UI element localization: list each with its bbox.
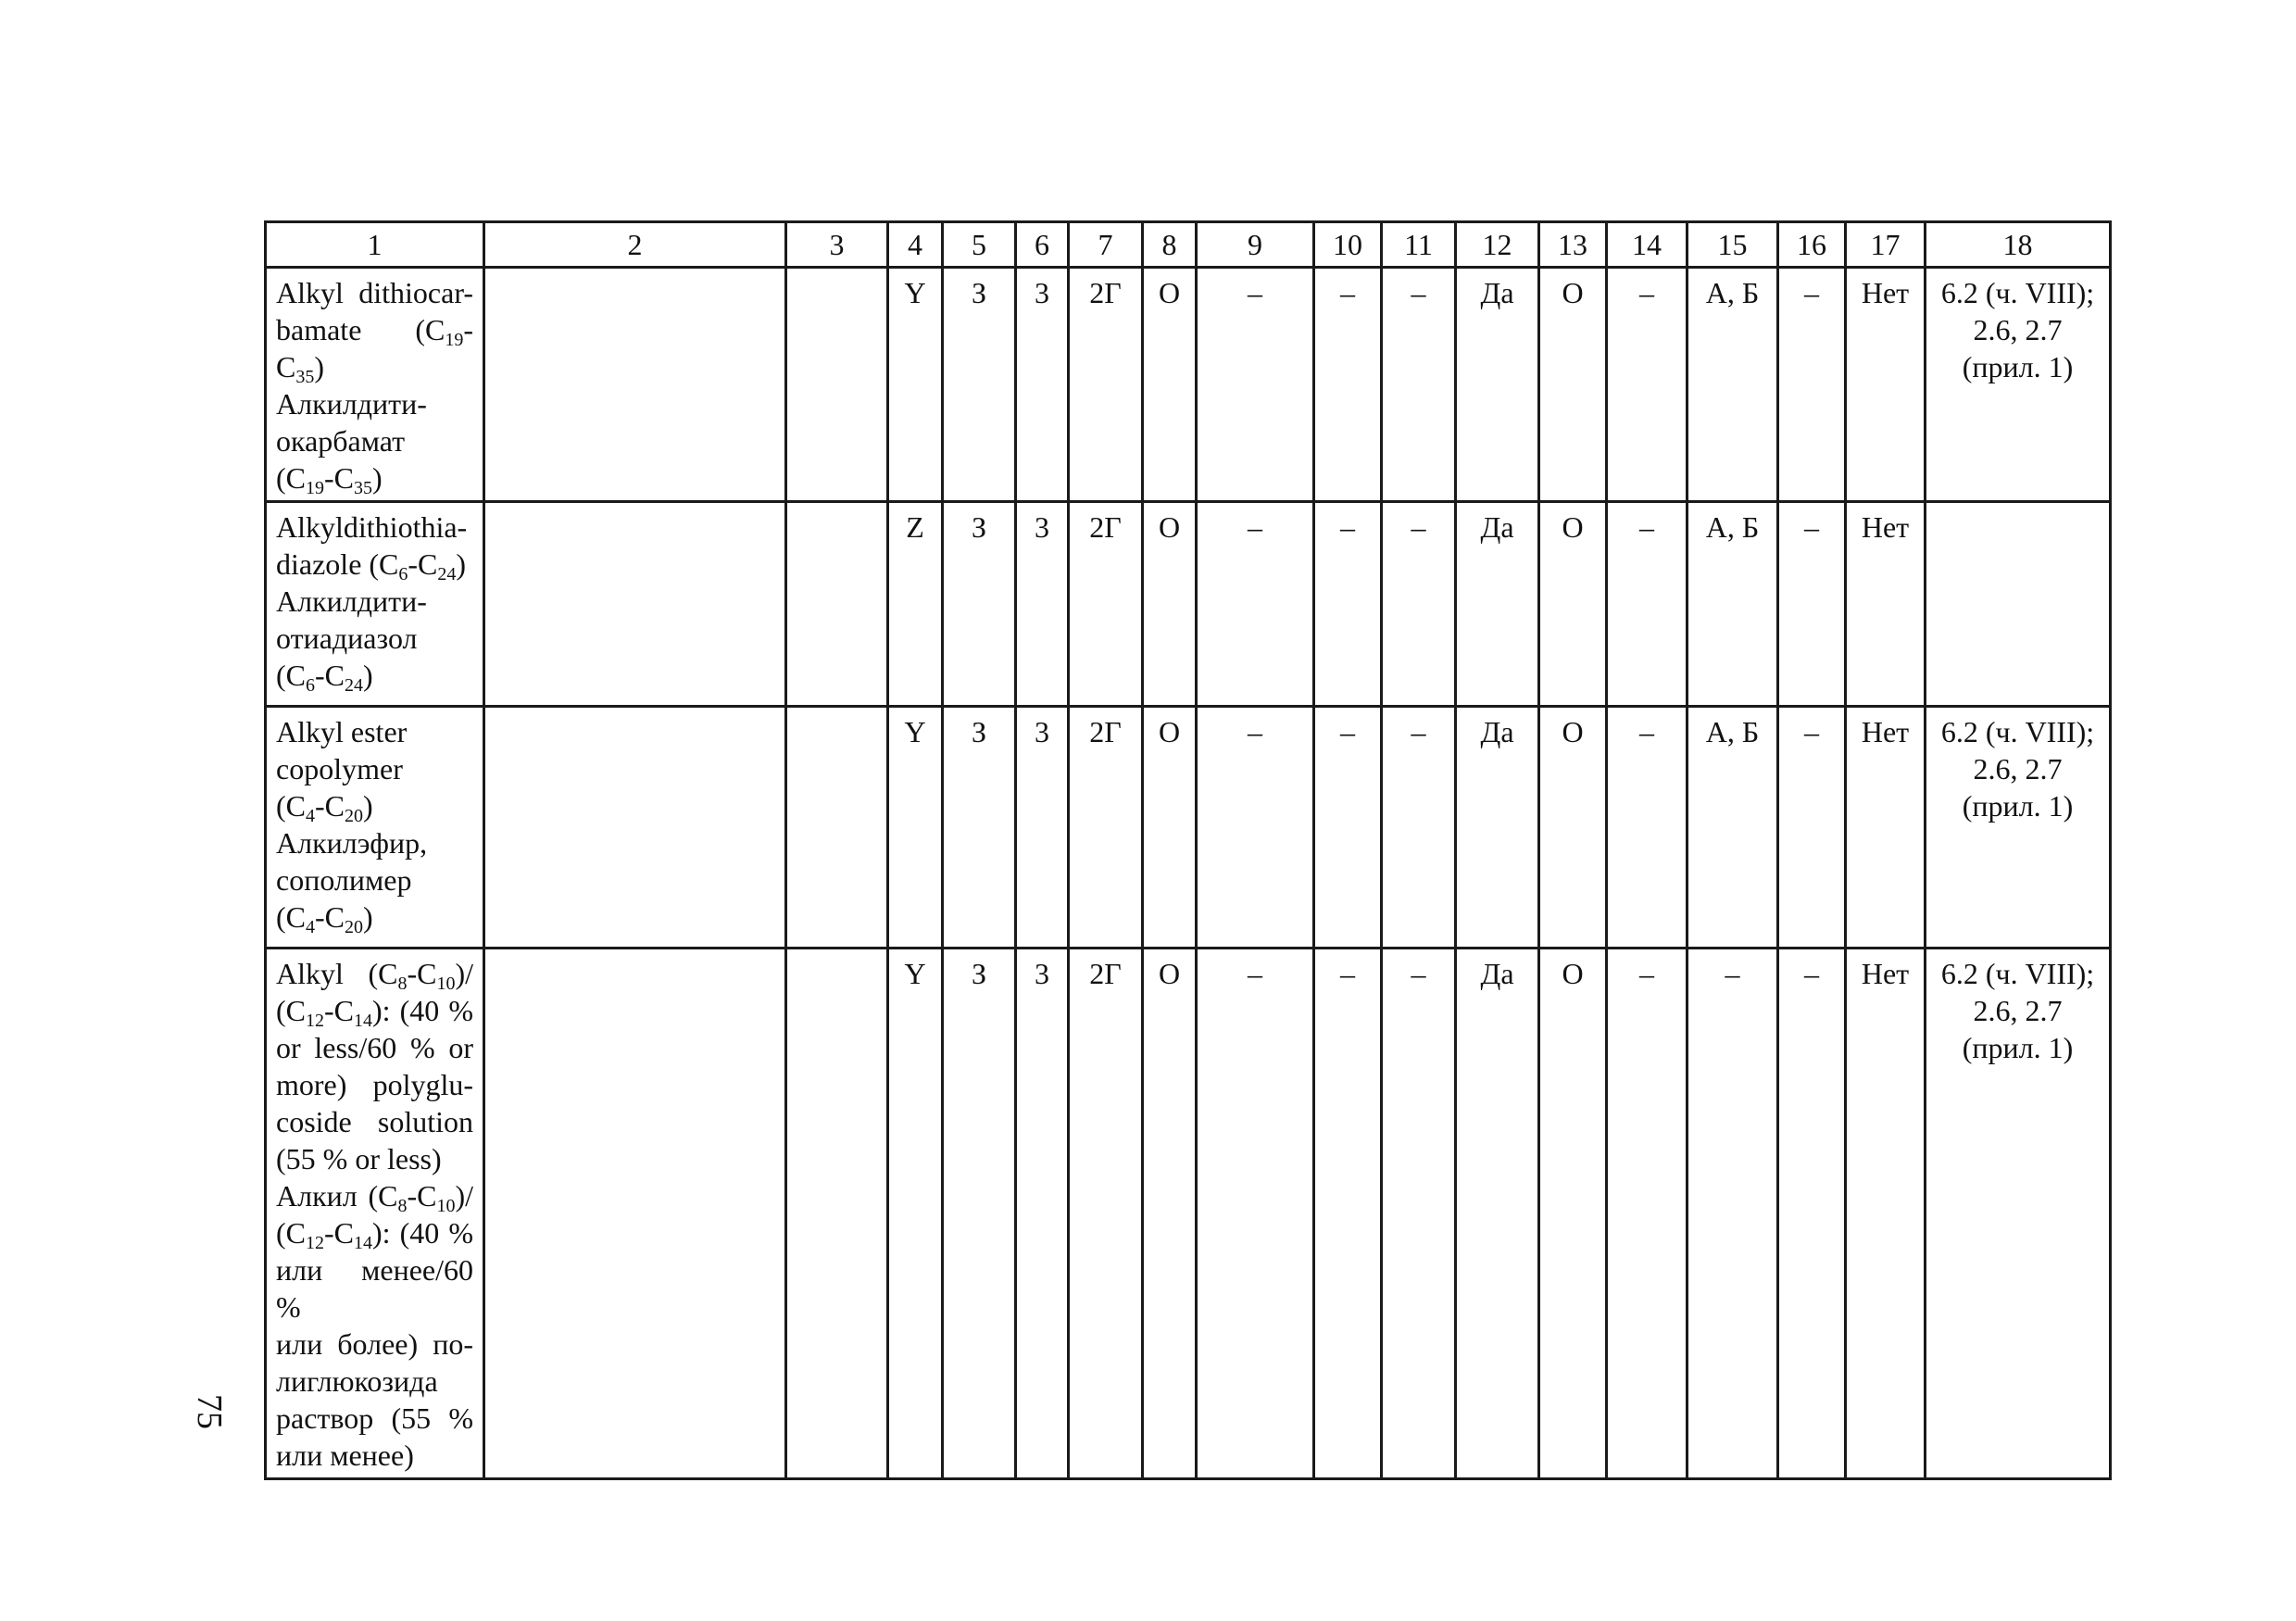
name-text: окарбамат <box>276 424 406 458</box>
subscript: 19 <box>306 478 324 498</box>
name-text: Алкилдити- <box>276 387 427 421</box>
table-cell: Да <box>1456 268 1539 502</box>
column-header: 5 <box>943 222 1016 268</box>
substance-name-line <box>276 1214 473 1251</box>
name-text: diazole (C <box>276 547 399 581</box>
substance-name-line <box>276 1066 473 1103</box>
subscript: 14 <box>354 1011 372 1031</box>
name-text: -C <box>407 1179 437 1213</box>
subscript: 8 <box>397 974 408 994</box>
substance-name-line <box>276 583 473 620</box>
table-cell: А, Б <box>1687 502 1778 707</box>
substance-name-line <box>276 1140 473 1177</box>
table-cell <box>484 268 786 502</box>
column-header: 10 <box>1314 222 1382 268</box>
table-cell: Y <box>888 707 943 949</box>
table-cell: Z <box>888 502 943 707</box>
table-cell: Нет <box>1846 268 1926 502</box>
table-cell: – <box>1382 949 1456 1479</box>
substance-name-cell <box>266 707 484 949</box>
name-text: или менее) <box>276 1439 414 1472</box>
substance-name-cell <box>266 502 484 707</box>
table-cell: – <box>1197 707 1314 949</box>
subscript: 20 <box>345 806 363 826</box>
name-text: сополимер <box>276 863 412 897</box>
table-cell: З <box>943 949 1016 1479</box>
table-cell: – <box>1197 949 1314 1479</box>
substance-table <box>264 220 2112 1480</box>
table-cell: Да <box>1456 707 1539 949</box>
subscript: 10 <box>436 974 456 994</box>
subscript: 12 <box>306 1011 324 1031</box>
name-text: -C <box>276 313 473 383</box>
substance-name-line <box>276 824 473 861</box>
name-text: (C <box>276 659 306 692</box>
column-header: 6 <box>1016 222 1069 268</box>
substance-name-line <box>276 657 473 694</box>
column-header: 15 <box>1687 222 1778 268</box>
table-cell: – <box>1607 268 1687 502</box>
name-text: Alkyl ester <box>276 715 408 748</box>
table-cell: О <box>1143 707 1197 949</box>
subscript: 12 <box>306 1233 324 1253</box>
column-header: 11 <box>1382 222 1456 268</box>
name-text: ) <box>363 789 373 823</box>
table-cell: – <box>1314 949 1382 1479</box>
table-cell: – <box>1382 268 1456 502</box>
table-row <box>266 268 2111 502</box>
substance-name-line <box>276 713 473 750</box>
table-cell: 3 <box>1016 949 1069 1479</box>
column-header: 18 <box>1926 222 2111 268</box>
table-cell: – <box>1382 502 1456 707</box>
table-row <box>266 949 2111 1479</box>
table-cell: З <box>943 268 1016 502</box>
table-cell: – <box>1607 707 1687 949</box>
name-text: (55 % or less) <box>276 1142 442 1175</box>
subscript: 6 <box>398 564 408 584</box>
reference-line: 2.6, 2.7 <box>1973 752 2063 785</box>
table-cell: Нет <box>1846 949 1926 1479</box>
table-cell: О <box>1143 502 1197 707</box>
name-text: (C <box>276 789 306 823</box>
subscript: 10 <box>436 1196 456 1216</box>
table-cell: – <box>1687 949 1778 1479</box>
table-row <box>266 707 2111 949</box>
table-cell: – <box>1197 502 1314 707</box>
reference-line: 2.6, 2.7 <box>1973 313 2063 346</box>
column-header: 12 <box>1456 222 1539 268</box>
table-cell: 2Г <box>1069 502 1143 707</box>
table-cell: 2Г <box>1069 707 1143 949</box>
table-cell: 3 <box>1016 268 1069 502</box>
name-text: (C <box>276 1216 306 1250</box>
substance-name-line <box>276 1400 473 1437</box>
name-text: ) <box>363 659 373 692</box>
substance-name-line <box>276 861 473 898</box>
name-text: Alkyl dithiocar- <box>276 276 473 309</box>
substance-name-line <box>276 1103 473 1140</box>
table-cell: Нет <box>1846 502 1926 707</box>
name-text: ) <box>456 547 467 581</box>
name-text: -C <box>324 1216 354 1250</box>
name-text: (C <box>276 900 306 934</box>
name-text: (C <box>276 461 306 495</box>
name-text: -C <box>324 994 354 1027</box>
name-text: лиглюкозида <box>276 1364 438 1398</box>
name-text: -C <box>315 659 345 692</box>
name-text: ) <box>314 350 324 383</box>
substance-name-line <box>276 620 473 657</box>
name-text: (C <box>276 994 306 1027</box>
substance-name-line <box>276 898 473 936</box>
name-text: Алкилдити- <box>276 584 427 618</box>
column-header: 9 <box>1197 222 1314 268</box>
substance-name-line <box>276 787 473 824</box>
table-cell: О <box>1143 268 1197 502</box>
name-text: more) polyglu- <box>276 1068 473 1101</box>
table-cell: А, Б <box>1687 707 1778 949</box>
reference-line: (прил. 1) <box>1962 789 2074 823</box>
table-cell: Y <box>888 268 943 502</box>
name-text: Alkyldithiothia- <box>276 510 468 544</box>
subscript: 6 <box>306 675 315 696</box>
name-text: coside solution <box>276 1105 473 1138</box>
subscript: 20 <box>345 917 363 937</box>
table-cell: – <box>1778 268 1846 502</box>
table-cell: – <box>1314 268 1382 502</box>
substance-name-line <box>276 992 473 1029</box>
table-cell: – <box>1607 949 1687 1479</box>
table-cell <box>786 502 888 707</box>
subscript: 35 <box>354 478 372 498</box>
name-text: -C <box>408 547 438 581</box>
table-row <box>266 502 2111 707</box>
substance-name-line <box>276 459 473 496</box>
column-header: 16 <box>1778 222 1846 268</box>
name-text: ): (40 % <box>372 1216 473 1250</box>
table-cell: О <box>1539 502 1607 707</box>
reference-line: 6.2 (ч. VIII); <box>1940 715 2095 748</box>
substance-name-line <box>276 955 473 992</box>
substance-name-line <box>276 1326 473 1363</box>
name-text: раствор (55 % <box>276 1401 473 1435</box>
reference-cell <box>1926 949 2111 1479</box>
table-cell: 2Г <box>1069 268 1143 502</box>
table-cell <box>786 707 888 949</box>
substance-name-line <box>276 1437 473 1474</box>
header-row <box>266 222 2111 268</box>
table-cell <box>484 707 786 949</box>
substance-name-line <box>276 385 473 422</box>
table-cell: – <box>1197 268 1314 502</box>
table-cell <box>786 268 888 502</box>
table-cell: О <box>1143 949 1197 1479</box>
table-cell <box>786 949 888 1479</box>
subscript: 4 <box>306 806 315 826</box>
subscript: 35 <box>295 367 315 387</box>
table-cell: З <box>943 707 1016 949</box>
substance-name-line <box>276 1029 473 1066</box>
table-cell: – <box>1314 707 1382 949</box>
name-text: или более) по- <box>276 1327 473 1361</box>
table-cell: О <box>1539 949 1607 1479</box>
table-cell: 2Г <box>1069 949 1143 1479</box>
name-text: ): (40 % <box>372 994 473 1027</box>
column-header: 8 <box>1143 222 1197 268</box>
reference-cell <box>1926 268 2111 502</box>
table-cell: Нет <box>1846 707 1926 949</box>
column-header: 3 <box>786 222 888 268</box>
table-cell: – <box>1778 707 1846 949</box>
substance-name-line <box>276 1251 473 1326</box>
page-number: 75 <box>190 1394 229 1429</box>
name-text: )/ <box>455 957 473 990</box>
substance-name-cell <box>266 949 484 1479</box>
substance-name-line <box>276 1363 473 1400</box>
substance-name-line <box>276 311 473 385</box>
column-header: 17 <box>1846 222 1926 268</box>
name-text: -C <box>315 789 345 823</box>
table-cell: 3 <box>1016 502 1069 707</box>
name-text: Алкилэфир, <box>276 826 428 860</box>
name-text: copolymer <box>276 752 403 785</box>
substance-name-line <box>276 509 473 546</box>
reference-line: 6.2 (ч. VIII); <box>1940 957 2095 990</box>
subscript: 24 <box>345 675 363 696</box>
table-cell: О <box>1539 707 1607 949</box>
table-cell: – <box>1314 502 1382 707</box>
substance-name-line <box>276 1177 473 1214</box>
table-cell: Да <box>1456 502 1539 707</box>
table-cell: – <box>1607 502 1687 707</box>
reference-line: (прил. 1) <box>1962 1031 2074 1064</box>
column-header: 1 <box>266 222 484 268</box>
name-text: Алкил (C <box>276 1179 398 1213</box>
substance-name-line <box>276 546 473 583</box>
name-text: Alkyl (C <box>276 957 398 990</box>
name-text: bamate (C <box>276 313 445 346</box>
column-header: 14 <box>1607 222 1687 268</box>
name-text: ) <box>363 900 373 934</box>
table-cell: О <box>1539 268 1607 502</box>
reference-cell <box>1926 502 2111 707</box>
name-text: -C <box>324 461 354 495</box>
subscript: 24 <box>437 564 457 584</box>
subscript: 8 <box>397 1196 408 1216</box>
name-text: ) <box>372 461 383 495</box>
subscript: 14 <box>354 1233 372 1253</box>
name-text: -C <box>407 957 437 990</box>
substance-name-line <box>276 274 473 311</box>
reference-line: (прил. 1) <box>1962 350 2074 383</box>
table-cell <box>484 502 786 707</box>
table-cell: Да <box>1456 949 1539 1479</box>
column-header: 7 <box>1069 222 1143 268</box>
table-cell: А, Б <box>1687 268 1778 502</box>
subscript: 19 <box>445 330 464 350</box>
table-cell: З <box>943 502 1016 707</box>
subscript: 4 <box>306 917 315 937</box>
reference-line: 6.2 (ч. VIII); <box>1940 276 2095 309</box>
table-cell: 3 <box>1016 707 1069 949</box>
table-cell: Y <box>888 949 943 1479</box>
name-text: or less/60 % or <box>276 1031 473 1064</box>
table-cell: – <box>1382 707 1456 949</box>
table-cell <box>484 949 786 1479</box>
column-header: 2 <box>484 222 786 268</box>
name-text: -C <box>315 900 345 934</box>
column-header: 13 <box>1539 222 1607 268</box>
name-text: или менее/60 % <box>276 1253 473 1324</box>
table-cell: – <box>1778 949 1846 1479</box>
table-cell: – <box>1778 502 1846 707</box>
substance-name-line <box>276 750 473 787</box>
substance-name-line <box>276 422 473 459</box>
reference-cell <box>1926 707 2111 949</box>
column-header: 4 <box>888 222 943 268</box>
reference-line: 2.6, 2.7 <box>1973 994 2063 1027</box>
substance-name-cell <box>266 268 484 502</box>
name-text: отиадиазол <box>276 622 418 655</box>
name-text: )/ <box>455 1179 473 1213</box>
